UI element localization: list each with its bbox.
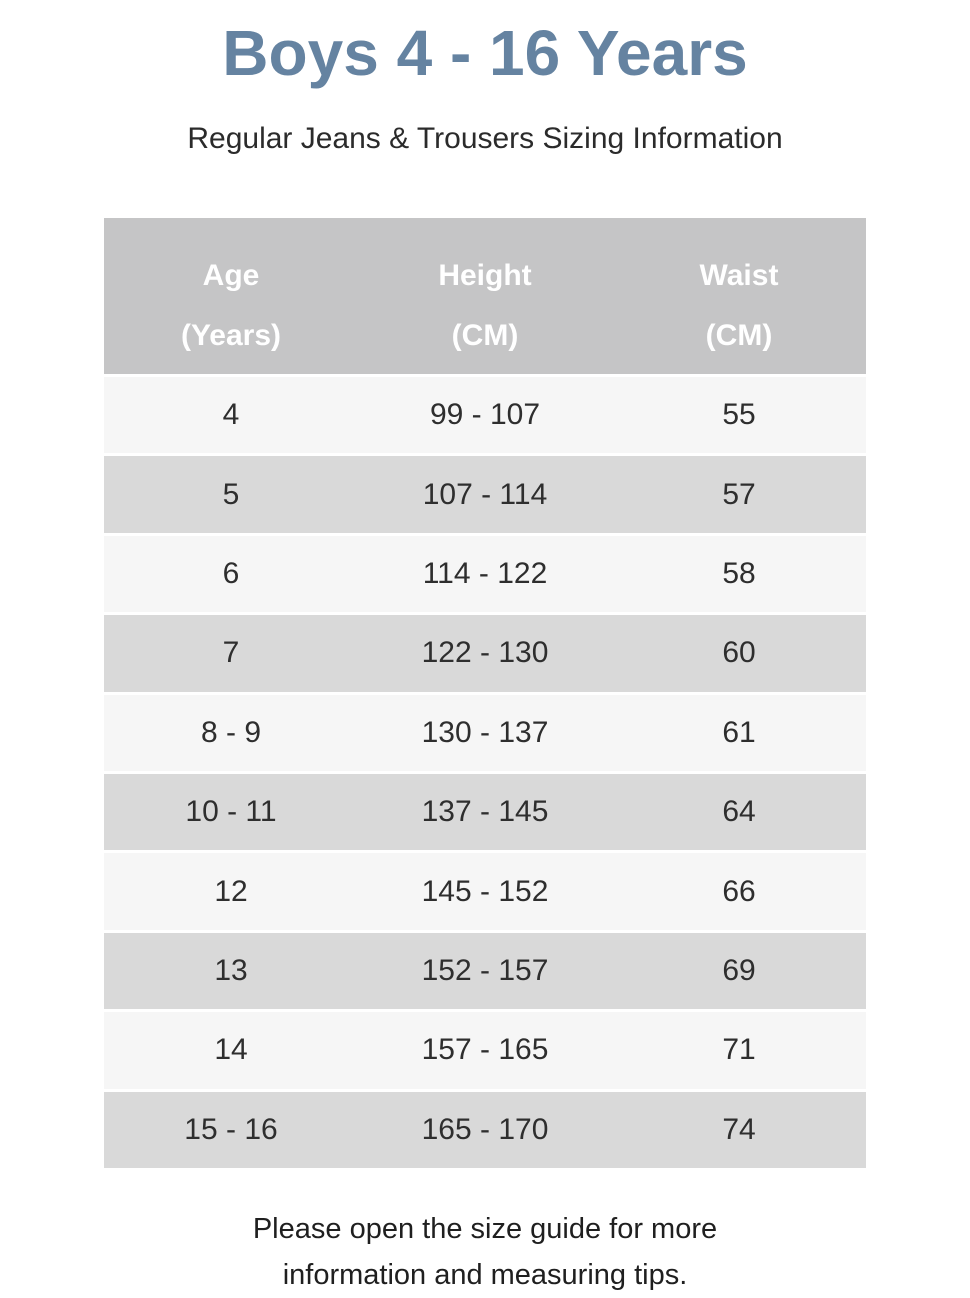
cell-waist: 60 (722, 636, 756, 670)
table-row (104, 1009, 866, 1088)
footer-line-1: Please open the size guide for more (252, 1212, 718, 1245)
cell-age: 13 (214, 953, 248, 987)
cell-age: 14 (214, 1033, 248, 1067)
cell-height: 99 - 107 (429, 398, 541, 432)
cell-age: 15 - 16 (184, 1112, 278, 1146)
cell-waist: 66 (722, 874, 756, 908)
cell-height: 114 - 122 (422, 556, 548, 590)
table-row (104, 1089, 866, 1168)
cell-waist: 57 (722, 477, 756, 511)
page-title: Boys 4 - 16 Years (222, 17, 748, 89)
cell-height: 152 - 157 (421, 953, 549, 987)
table-row (104, 930, 866, 1009)
header-height-label: Height (438, 259, 532, 292)
header-age-unit: (Years) (180, 319, 282, 352)
header-cell-waist (612, 218, 866, 374)
header-waist-label: Waist (699, 259, 779, 292)
cell-waist: 64 (722, 795, 756, 829)
cell-waist: 69 (722, 953, 756, 987)
table-row (104, 453, 866, 532)
header-age-label: Age (202, 259, 260, 292)
cell-waist: 61 (722, 715, 756, 749)
cell-waist: 71 (722, 1033, 756, 1067)
cell-height: 145 - 152 (421, 874, 549, 908)
cell-waist: 74 (722, 1112, 756, 1146)
header-waist-unit: (CM) (705, 319, 773, 352)
header-cell-height (358, 218, 612, 374)
cell-height: 165 - 170 (421, 1112, 549, 1146)
header-height-unit: (CM) (451, 319, 519, 352)
cell-age: 12 (214, 874, 248, 908)
size-table (104, 218, 866, 1168)
header-cell-age (104, 218, 358, 374)
cell-height: 137 - 145 (421, 795, 549, 829)
table-row (104, 533, 866, 612)
page-subtitle: Regular Jeans & Trousers Sizing Information (187, 122, 783, 155)
table-row (104, 850, 866, 929)
cell-age: 8 - 9 (200, 715, 262, 749)
cell-height: 130 - 137 (421, 715, 549, 749)
table-row (104, 771, 866, 850)
cell-age: 4 (222, 398, 240, 432)
cell-height: 107 - 114 (422, 477, 548, 511)
footer-line-2: information and measuring tips. (282, 1258, 688, 1291)
cell-waist: 58 (722, 556, 756, 590)
cell-age: 5 (222, 477, 240, 511)
footer-note (0, 1206, 970, 1298)
table-row (104, 612, 866, 691)
table-body (104, 374, 866, 1168)
table-row (104, 374, 866, 453)
cell-height: 122 - 130 (421, 636, 549, 670)
table-row (104, 692, 866, 771)
table-header-row (104, 218, 866, 374)
cell-age: 6 (222, 556, 240, 590)
cell-waist: 55 (722, 398, 756, 432)
cell-age: 10 - 11 (185, 795, 277, 829)
cell-height: 157 - 165 (421, 1033, 549, 1067)
cell-age: 7 (222, 636, 240, 670)
